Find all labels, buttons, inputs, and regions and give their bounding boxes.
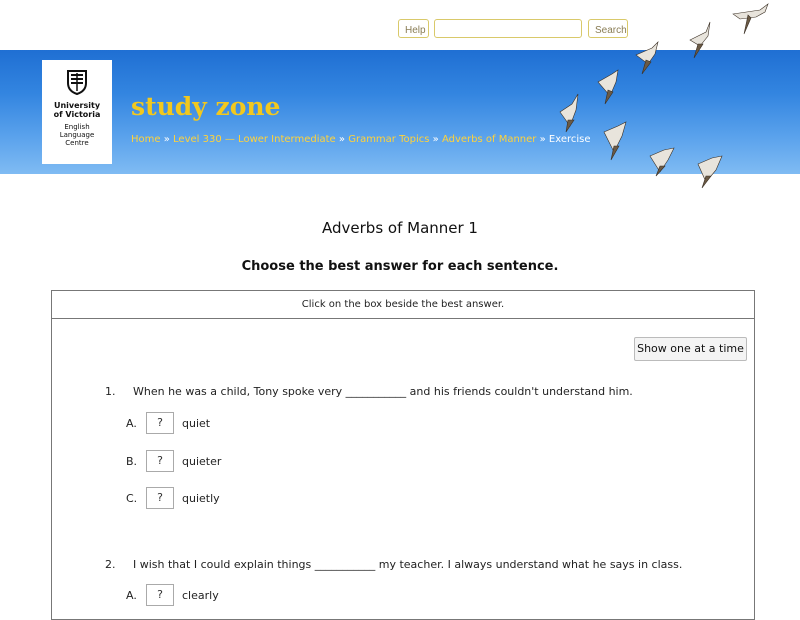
goose-icon [733,4,768,34]
logo-text-university: University [53,101,101,110]
goose-icon [636,42,658,74]
option-letter: B. [126,455,138,468]
breadcrumb-separator: » [539,134,546,145]
answer-checkbox[interactable]: ? [146,584,174,606]
option-letter: A. [126,417,137,430]
breadcrumb-current: Exercise [548,134,591,145]
goose-icon [698,156,722,188]
option-text: quiet [182,417,211,430]
breadcrumb-separator: » [338,134,346,145]
flying-geese-image [540,0,800,190]
question-number: 1. [105,385,116,398]
goose-icon [690,22,710,58]
question-number: 2. [105,558,116,571]
university-logo[interactable] [42,60,112,164]
breadcrumb-grammar-topics[interactable]: Grammar Topics [348,134,430,145]
search-button[interactable]: Search [588,19,628,38]
answer-checkbox[interactable]: ? [146,412,174,434]
help-button[interactable]: Help [398,19,429,38]
option-letter: C. [126,492,138,505]
option-letter: A. [126,589,137,602]
option-text: clearly [182,589,219,602]
page-title: Adverbs of Manner 1 [322,219,478,237]
option-text: quietly [182,492,220,505]
logo-text-victoria: of Victoria [53,110,101,119]
question-text: When he was a child, Tony spoke very ___________ and his friends couldn't understand him. [133,385,633,398]
question-text: I wish that I could explain things ___________ my teacher. I always understand what he says in class. [133,558,683,571]
goose-icon [598,70,618,104]
exercise-instructions: Choose the best answer for each sentence. [241,259,559,274]
show-one-at-a-time-button[interactable]: Show one at a time [634,337,747,361]
goose-icon [604,122,626,160]
option-text: quieter [182,455,222,468]
breadcrumb-level[interactable]: Level 330 — Lower Intermediate [173,134,336,145]
logo-text-language: Language [59,131,95,139]
goose-icon [650,148,674,176]
breadcrumb-home[interactable]: Home [131,134,161,145]
breadcrumb [131,134,591,145]
answer-checkbox[interactable]: ? [146,487,174,509]
goose-icon [560,94,578,132]
exercise-box-header: Click on the box beside the best answer. [52,291,754,319]
site-title[interactable]: study zone [131,92,281,121]
logo-text-centre: Centre [65,139,89,147]
breadcrumb-separator: » [432,134,439,145]
logo-text-english: English [64,123,90,131]
shield-icon [66,69,88,95]
breadcrumb-separator: » [163,134,170,145]
answer-checkbox[interactable]: ? [146,450,174,472]
breadcrumb-adverbs-of-manner[interactable]: Adverbs of Manner [441,134,537,145]
